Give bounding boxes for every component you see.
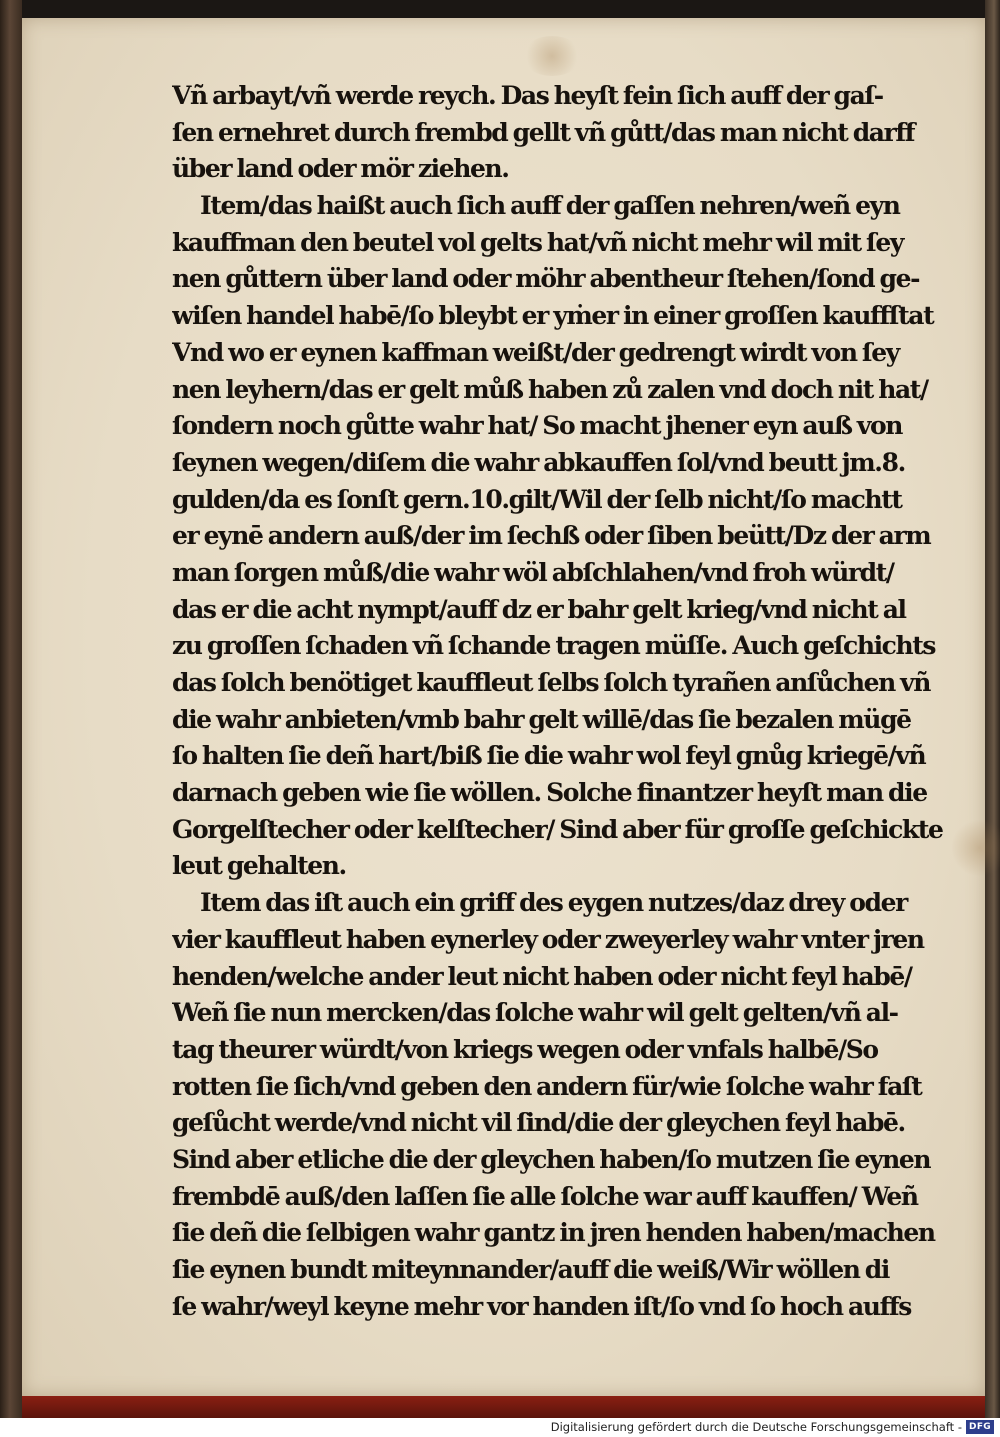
text-line: nen gůttern über land oder möhr abentheur ſtehen/ſond ge-: [172, 264, 920, 294]
page-edge-strip: [22, 1396, 985, 1418]
text-line: ſe wahr/weyl keyne mehr vor handen iſt/ſo vnd ſo hoch auffs: [172, 1291, 911, 1321]
paper-stain: [522, 36, 582, 76]
text-line: Gorgelſtecher oder kelſtecher/ Sind aber für groſſe geſchickte: [172, 814, 943, 844]
text-line: Sind aber etliche die der gleychen haben/ſo mutzen ſie eynen: [172, 1144, 931, 1174]
text-line: wiſen handel habē/ſo bleybt er yṁer in einer groſſen kauffſtat: [172, 301, 934, 331]
text-line: ſie deñ die ſelbigen wahr gantz in jren henden haben/machen: [172, 1218, 935, 1248]
text-line: über land oder mör ziehen.: [172, 154, 509, 184]
text-line: ſeynen wegen/diſem die wahr abkauffen ſol/vnd beutt jm.8.: [172, 447, 905, 477]
text-line: zu groſſen ſchaden vñ ſchande tragen müſſe. Auch geſchichts: [172, 631, 936, 661]
text-line: das er die acht nympt/auff dz er bahr gelt krieg/vnd nicht al: [172, 594, 906, 624]
text-line: die wahr anbieten/vmb bahr gelt willē/das ſie bezalen mügē: [172, 704, 911, 734]
text-line: leut gehalten.: [172, 851, 346, 881]
text-line: Vnd wo er eynen kaffman weißt/der gedrengt wirdt von ſey: [172, 337, 899, 367]
page-text: [172, 78, 972, 1325]
digitization-footer: [0, 1418, 1000, 1437]
text-line: Item das iſt auch ein griff des eygen nutzes/daz drey oder: [200, 888, 907, 918]
text-line: vier kauffleut haben eynerley oder zweyerley wahr vnter jren: [172, 924, 924, 954]
text-line: er eynē andern auß/der im ſechß oder ſiben beütt/Dz der arm: [172, 521, 931, 551]
text-line: kauffman den beutel vol gelts hat/vñ nicht mehr wil mit ſey: [172, 227, 904, 257]
text-line: ſo halten ſie deñ hart/biß ſie die wahr wol feyl gnůg kriegē/vñ: [172, 741, 926, 771]
text-line: ſondern noch gůtte wahr hat/ So macht jhener eyn auß von: [172, 411, 903, 441]
text-line: ſie eynen bundt miteynnander/auff die weiß/Wir wöllen di: [172, 1255, 889, 1284]
text-line: Weñ ſie nun mercken/das ſolche wahr wil gelt gelten/vñ al-: [172, 998, 898, 1028]
text-line: gulden/da es ſonſt gern.10.gilt/Wil der ſelb nicht/ſo machtt: [172, 484, 902, 514]
text-line: das ſolch benötiget kauffleut ſelbs ſolch tyrañen anſůchen vñ: [172, 668, 931, 697]
funding-credit: Digitalisierung gefördert durch die Deutsche Forschungsgemeinschaft -: [550, 1420, 962, 1434]
text-line: geſůcht werde/vnd nicht vil ſind/die der gleychen feyl habē.: [172, 1108, 905, 1138]
text-line: frembdē auß/den laſſen ſie alle ſolche war auff kauffen/ Weñ: [172, 1181, 918, 1211]
text-line: darnach geben wie ſie wöllen. Solche finantzer heyſt man die: [172, 778, 927, 808]
text-line: tag theurer würdt/von kriegs wegen oder vnfals halbē/So: [172, 1034, 878, 1064]
binding-board-right: [985, 0, 1000, 1418]
dfg-logo: DFG: [966, 1420, 994, 1434]
binding-board-left: [0, 0, 22, 1418]
text-line: nen leyhern/das er gelt můß haben zů zalen vnd doch nit hat/: [172, 374, 928, 404]
text-line: ſen ernehret durch frembd gellt vñ gůtt/das man nicht darff: [172, 117, 915, 147]
text-line: Vñ arbayt/vñ werde reych. Das heyſt fein ſich auff der gaſ-: [172, 81, 883, 110]
text-line: henden/welche ander leut nicht haben oder nicht feyl habē/: [172, 961, 912, 991]
text-line: Item/das haißt auch ſich auff der gaſſen nehren/weñ eyn: [200, 191, 900, 221]
text-line: rotten ſie ſich/vnd geben den andern für/wie ſolche wahr faſt: [172, 1071, 922, 1101]
text-line: man ſorgen můß/die wahr wöl abſchlahen/vnd froh würdt/: [172, 557, 894, 587]
